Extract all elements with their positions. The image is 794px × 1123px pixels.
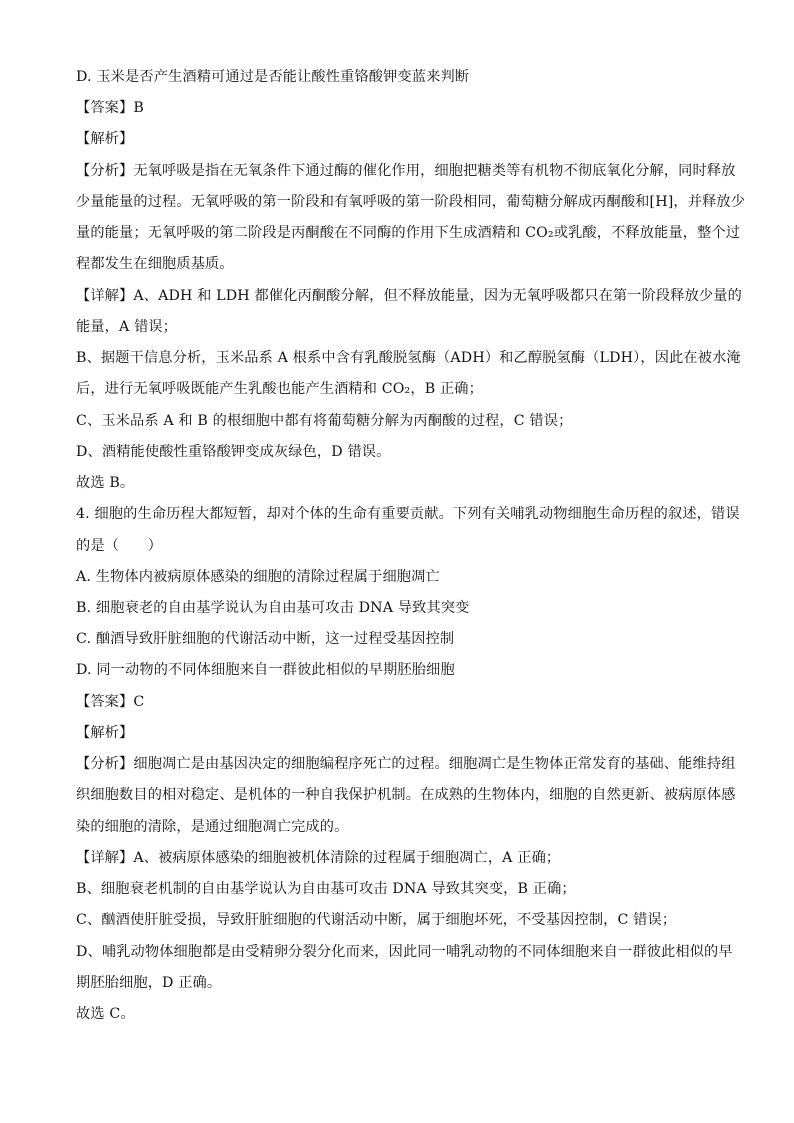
detail-text-line: 能量，A 错误； [76, 319, 178, 335]
option-d-q4: D. 同一动物的不同体细胞来自一群彼此相似的早期胚胎细胞 [76, 662, 455, 678]
analysis-text-line: 【分析】细胞凋亡是由基因决定的细胞编程序死亡的过程。细胞凋亡是生物体正常发育的基础、能维持组 [76, 756, 736, 772]
analysis-text-line: 少量能量的过程。无氧呼吸的第一阶段和有氧呼吸的第一阶段相同，葡萄糖分解成丙酮酸和[H]，并释放少 [76, 194, 746, 210]
option-b-q4: B. 细胞衰老的自由基学说认为自由基可攻击 DNA 导致其突变 [76, 600, 470, 616]
detail-text-line: 后，进行无氧呼吸既能产生乳酸也能产生酒精和 CO₂，B 正确； [76, 381, 483, 397]
detail-text-line: C、酗酒使肝脏受损，导致肝脏细胞的代谢活动中断，属于细胞坏死，不受基因控制，C 错误； [76, 912, 677, 928]
option-a-q4: A. 生物体内被病原体感染的细胞的清除过程属于细胞凋亡 [76, 569, 440, 585]
question-4-stem: 的是（ ） [76, 538, 163, 554]
answer-label-q3: 【答案】B [76, 100, 144, 116]
option-d-q3: D. 玉米是否产生酒精可通过是否能让酸性重铬酸钾变蓝来判断 [76, 69, 470, 85]
answer-label-q4: 【答案】C [76, 694, 145, 710]
analysis-heading-q3: 【解析】 [76, 131, 134, 147]
analysis-text-line: 织细胞数目的相对稳定、是机体的一种自我保护机制。在成熟的生物体内，细胞的自然更新、被病原体感 [76, 787, 736, 803]
analysis-heading-q4: 【解析】 [76, 725, 134, 741]
analysis-text-line: 【分析】无氧呼吸是指在无氧条件下通过酶的催化作用，细胞把糖类等有机物不彻底氧化分解，同时释放 [76, 163, 736, 179]
detail-text-line: 期胚胎细胞，D 正确。 [76, 975, 222, 991]
question-4-stem: 4. 细胞的生命历程大都短暂，却对个体的生命有重要贡献。下列有关哺乳动物细胞生命历程的叙述，错误 [76, 506, 740, 522]
conclusion-q4: 故选 C。 [76, 1006, 135, 1022]
detail-text-line: D、哺乳动物体细胞都是由受精卵分裂分化而来，因此同一哺乳动物的不同体细胞来自一群彼此相似的早 [76, 944, 733, 960]
detail-text-line: C、玉米品系 A 和 B 的根细胞中都有将葡萄糖分解为丙酮酸的过程，C 错误； [76, 413, 573, 429]
option-c-q4: C. 酗酒导致肝脏细胞的代谢活动中断，这一过程受基因控制 [76, 631, 455, 647]
detail-text-line: D、酒精能使酸性重铬酸钾变成灰绿色，D 错误。 [76, 444, 391, 460]
detail-text-line: 【详解】A、ADH 和 LDH 都催化丙酮酸分解，但不释放能量，因为无氧呼吸都只在第一阶段释放少量的 [76, 288, 742, 304]
conclusion-q3: 故选 B。 [76, 475, 135, 491]
detail-text-line: B、据题干信息分析，玉米品系 A 根系中含有乳酸脱氢酶（ADH）和乙醇脱氢酶（LDH），因此在被水淹 [76, 350, 741, 366]
analysis-text-line: 程都发生在细胞质基质。 [76, 256, 234, 272]
analysis-text-line: 量的能量；无氧呼吸的第二阶段是丙酮酸在不同酶的作用下生成酒精和 CO₂或乳酸，不释放能量，整个过 [76, 225, 741, 241]
analysis-text-line: 染的细胞的清除，是通过细胞凋亡完成的。 [76, 819, 349, 835]
detail-text-line: 【详解】A、被病原体感染的细胞被机体清除的过程属于细胞凋亡，A 正确； [76, 850, 561, 866]
detail-text-line: B、细胞衰老机制的自由基学说认为自由基可攻击 DNA 导致其突变，B 正确； [76, 881, 576, 897]
